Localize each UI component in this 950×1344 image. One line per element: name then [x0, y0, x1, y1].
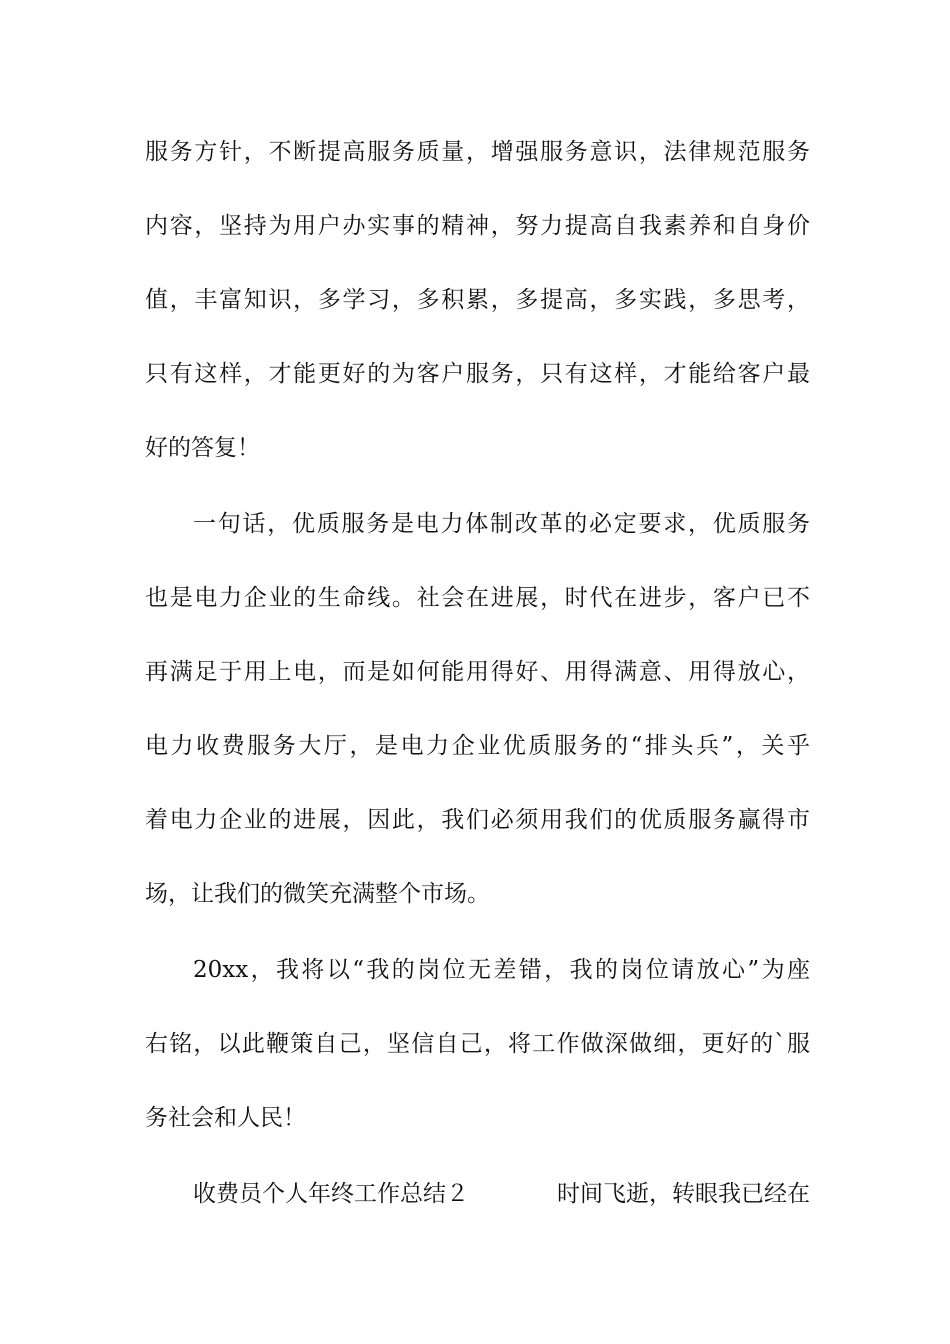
section-heading-line: [145, 1174, 810, 1214]
paragraph-line: 只有这样，才能更好的为客户服务，只有这样，才能给客户最: [145, 361, 810, 387]
paragraph-line: 电力收费服务大厅，是电力企业优质服务的“排头兵”，关乎: [145, 733, 810, 759]
paragraph-line: 服务方针，不断提高服务质量，增强服务意识，法律规范服务: [145, 139, 810, 165]
paragraph-line: 值，丰富知识，多学习，多积累，多提高，多实践，多思考，: [145, 287, 810, 313]
paragraph-line: 着电力企业的进展，因此，我们必须用我们的优质服务赢得市: [145, 807, 810, 833]
paragraph-line: 也是电力企业的生命线。社会在进展，时代在进步，客户已不: [145, 585, 810, 611]
paragraph-line: 务社会和人民！: [145, 1105, 306, 1131]
paragraph-line: 好的答复！: [145, 435, 260, 461]
paragraph-line: 场，让我们的微笑充满整个市场。: [145, 881, 490, 907]
paragraph-line: 右铭，以此鞭策自己，坚信自己，将工作做深做细，更好的`服: [145, 1031, 810, 1057]
paragraph-line: 20xx，我将以“我的岗位无差错，我的岗位请放心”为座: [193, 957, 810, 983]
paragraph-line: 内容，坚持为用户办实事的精神，努力提高自我素养和自身价: [145, 213, 810, 239]
paragraph-line: 一句话，优质服务是电力体制改革的必定要求，优质服务: [193, 511, 810, 537]
section-heading: 收费员个人年终工作总结２: [193, 1181, 469, 1207]
paragraph-line: 时间飞逝，转眼我已经在: [557, 1181, 810, 1207]
paragraph-line: 再满足于用上电，而是如何能用得好、用得满意、用得放心，: [145, 659, 810, 685]
